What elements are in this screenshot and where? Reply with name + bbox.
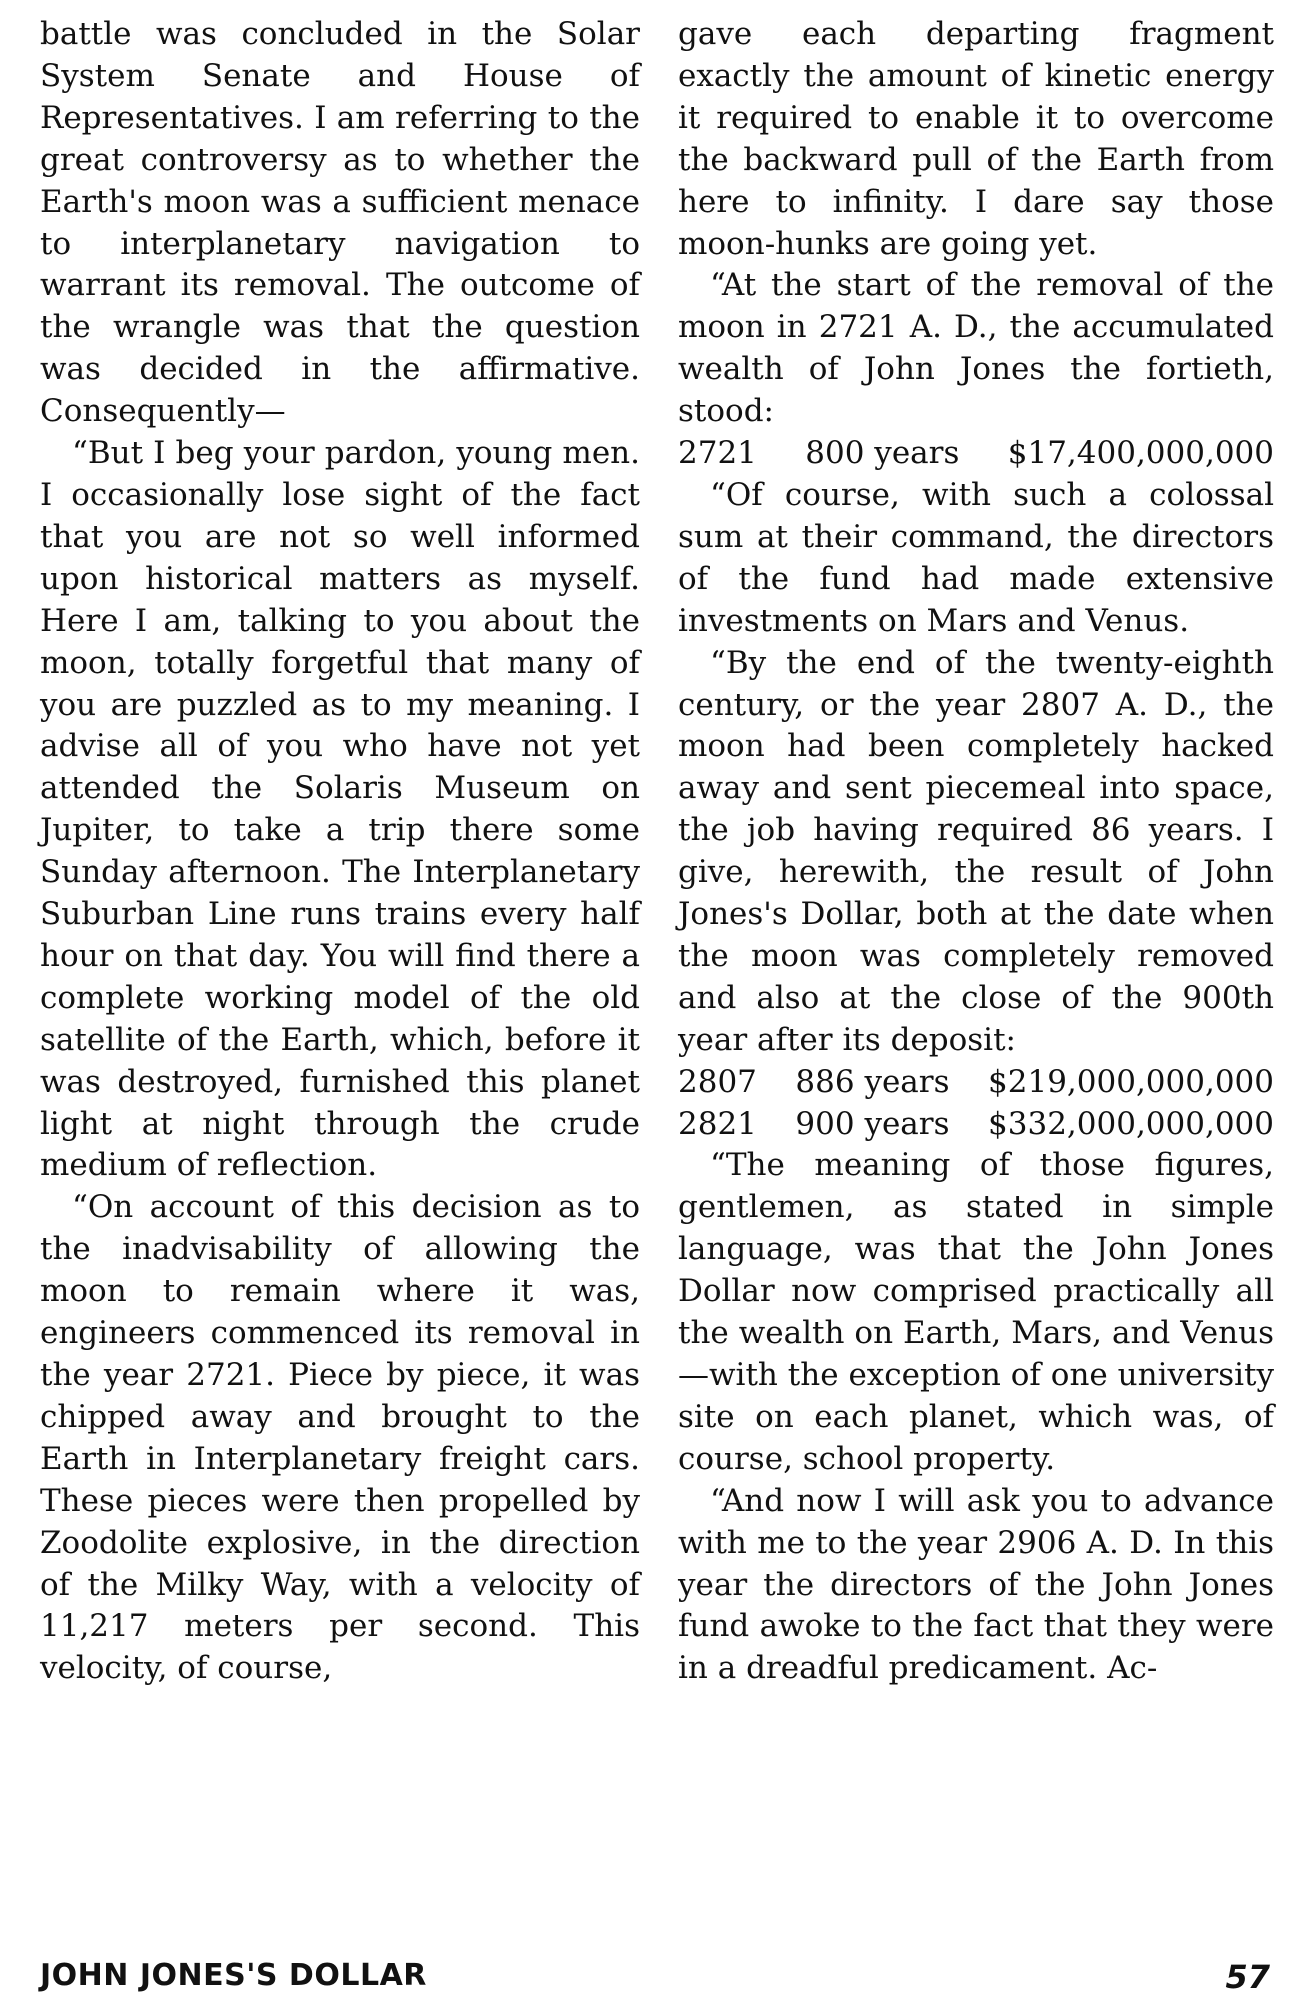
table-age: 800 years [805,435,960,472]
paragraph: “By the end of the twenty-eighth century, or the year 2807 A. D., the moon had been completely hacked away and sent piecemeal into space, the job having required 86 years. I give, herewith, the result of John Jones's Dollar, both at the date when the moon was completely removed and also at the close of the 900th year after its deposit: [678,644,1274,1058]
table-year: 2821 [678,1105,757,1142]
wealth-table-row [678,1104,1274,1146]
table-year: 2721 [678,435,757,472]
wealth-table-row [678,433,1274,475]
paragraph: gave each departing fragment exactly the amount of kinetic energy it required to enable it to overcome the backward pull of the Earth from here to infinity. I dare say those moon-hunks are going yet. [678,16,1274,262]
right-column [678,14,1274,1690]
paragraph: “At the start of the removal of the moon in 2721 A. D., the accumulated wealth of John Jones the fortieth, stood: [678,267,1274,430]
table-amount: $332,000,000,000 [988,1105,1274,1142]
table-amount: $17,400,000,000 [1007,435,1274,472]
page-footer [40,1958,1270,2002]
paragraph: “Of course, with such a colossal sum at their command, the directors of the fund had made extensive investments on Mars and Venus. [678,476,1274,639]
left-column [40,14,640,1690]
wealth-table-row [678,1062,1274,1104]
paragraph: “The meaning of those figures, gentlemen, as stated in simple language, was that the John Jones Dollar now comprised practically all the wealth on Earth, Mars, and Venus—with the exception of one university site on each planet, which was, of course, school property. [678,1147,1274,1477]
paragraph: battle was concluded in the Solar System Senate and House of Representatives. I am referring to the great controversy as to whether the Earth's moon was a sufficient menace to interplanetary navigation to warrant its removal. The outcome of the wrangle was that the question was decided in the affirmative. Consequently— [40,16,640,430]
paragraph: “On account of this decision as to the inadvisability of allowing the moon to remain where it was, engineers commenced its removal in the year 2721. Piece by piece, it was chipped away and brought to the Earth in Interplanetary freight cars. These pieces were then propelled by Zoodolite explosive, in the direction of the Milky Way, with a velocity of 11,217 meters per second. This velocity, of course, [40,1189,640,1687]
table-year: 2807 [678,1063,757,1100]
page-number: 57 [1225,1958,1270,1996]
paragraph: “And now I will ask you to advance with me to the year 2906 A. D. In this year the directors of the John Jones fund awoke to the fact that they were in a dreadful predicament. Ac- [678,1482,1274,1687]
table-amount: $219,000,000,000 [988,1063,1274,1100]
table-age: 900 years [795,1105,950,1142]
running-title: JOHN JONES'S DOLLAR [40,1958,427,1993]
paragraph: “But I beg your pardon, young men. I occasionally lose sight of the fact that you are not so well informed upon historical matters as myself. Here I am, talking to you about the moon, totally forgetful that many of you are puzzled as to my meaning. I advise all of you who have not yet attended the Solaris Museum on Jupiter, to take a trip there some Sunday afternoon. The Interplanetary Suburban Line runs trains every half hour on that day. You will find there a complete working model of the old satellite of the Earth, which, before it was destroyed, furnished this planet light at night through the crude medium of reflection. [40,435,640,1184]
table-age: 886 years [795,1063,950,1100]
